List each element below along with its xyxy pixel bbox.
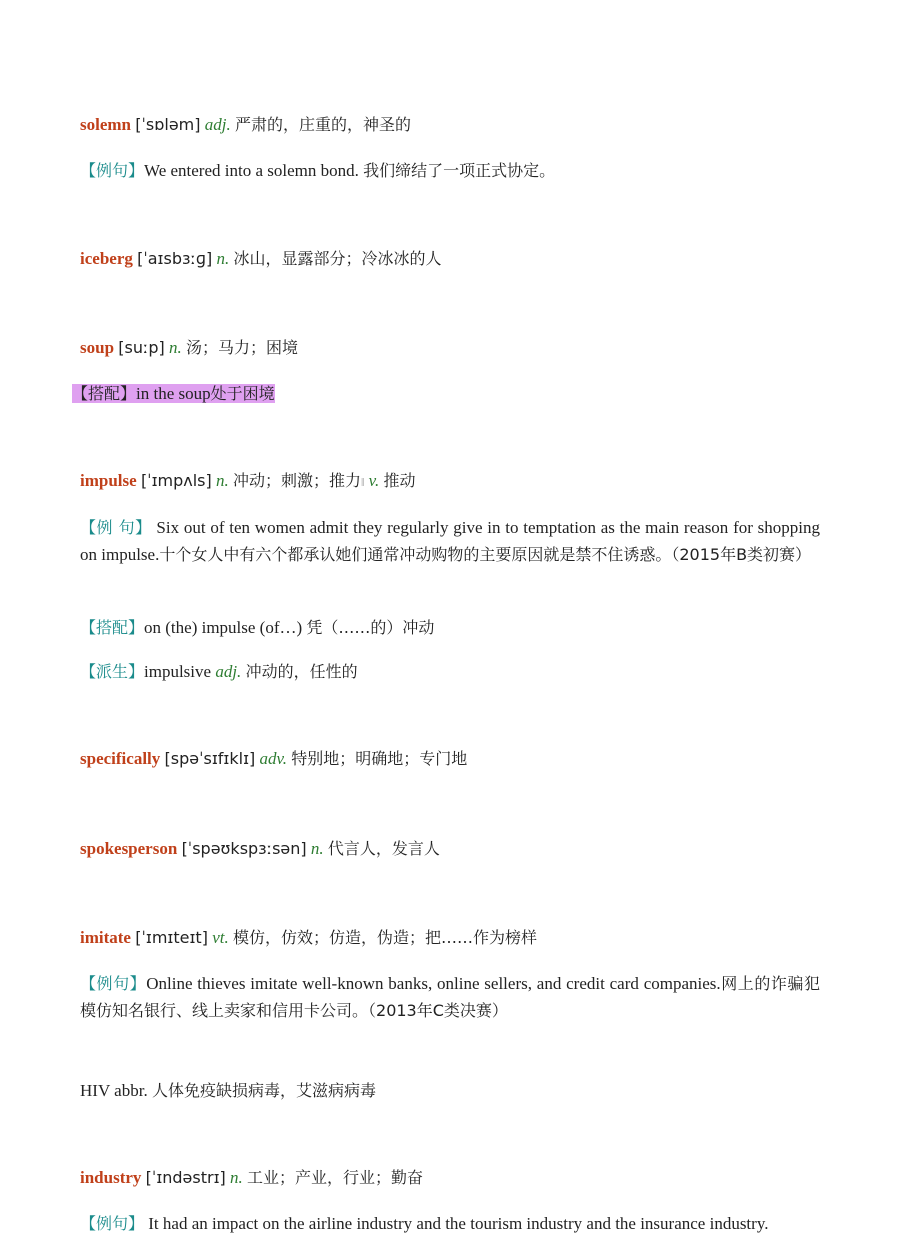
definition: 人体免疫缺损病毒，艾滋病病毒: [151, 1081, 376, 1100]
part-of-speech: vt.: [212, 928, 229, 947]
entry-hiv: [80, 1077, 820, 1104]
definition: 冲动；刺激；推力: [233, 471, 362, 490]
definition: 冰山，显露部分；冷冰冰的人: [233, 249, 442, 268]
entry-soup: [80, 334, 820, 361]
definition: 严肃的，庄重的，神圣的: [234, 115, 411, 134]
part-of-speech: adj.: [204, 115, 231, 134]
example-source: （2015年B类初赛）: [671, 545, 812, 564]
headword: iceberg: [80, 249, 133, 268]
definition-2: 推动: [383, 471, 416, 490]
entry-imitate: [80, 924, 820, 951]
collocation-english: in the soup: [136, 384, 211, 403]
example-imitate: [80, 970, 820, 1024]
phonetic: [ˈaɪsbɜːɡ]: [137, 249, 213, 268]
example-impulse: [80, 514, 820, 568]
collocation-english: on (the) impulse (of…): [144, 618, 303, 637]
example-tag: 【例句】: [80, 1214, 145, 1233]
collocation-soup: [72, 380, 820, 407]
part-of-speech: adv.: [259, 749, 288, 768]
phonetic: [ˈɪmpʌls]: [140, 471, 212, 490]
derivative-word: impulsive: [144, 662, 212, 681]
definition: 代言人，发言人: [327, 839, 440, 858]
example-english: It had an impact on the airline industry and the tourism industry and the insurance industry.: [148, 1214, 769, 1233]
part-of-speech: abbr.: [114, 1081, 148, 1100]
definition: 工业；产业，行业；勤奋: [247, 1168, 424, 1187]
headword: impulse: [80, 471, 137, 490]
separator: ‖: [361, 475, 365, 489]
derivative-impulse: [80, 658, 820, 685]
phonetic: [suːp]: [118, 338, 165, 357]
derivative-pos: adj.: [215, 662, 242, 681]
part-of-speech: n.: [230, 1168, 243, 1187]
example-english: Six out of ten women admit they regularly give in to temptation as the main reason for shopping on impulse.: [80, 518, 820, 564]
phonetic: [ˈsɒləm]: [135, 115, 201, 134]
collocation-chinese: 处于困境: [210, 384, 275, 403]
phonetic: [ˈɪndəstrɪ]: [145, 1168, 226, 1187]
entry-industry: [80, 1164, 820, 1191]
entry-spokesperson: [80, 835, 820, 862]
example-chinese: 我们缔结了一项正式协定。: [363, 161, 556, 180]
headword: solemn: [80, 115, 131, 134]
example-industry: [80, 1210, 820, 1237]
example-english: Online thieves imitate well-known banks, online sellers, and credit card companies.: [146, 974, 721, 993]
highlight: [72, 384, 275, 403]
entry-impulse: [80, 467, 820, 496]
headword: soup: [80, 338, 115, 357]
headword: spokesperson: [80, 839, 178, 858]
part-of-speech: n.: [169, 338, 182, 357]
definition: 特别地；明确地；专门地: [291, 749, 468, 768]
entry-iceberg: [80, 245, 820, 272]
definition: 模仿，仿效；仿造，伪造；把……作为榜样: [232, 928, 537, 947]
part-of-speech: n.: [216, 471, 229, 490]
example-tag: 【例句】: [80, 974, 147, 993]
example-source: （2013年C类决赛）: [368, 1001, 508, 1020]
example-english: We entered into a solemn bond.: [144, 161, 359, 180]
entry-specifically: [80, 745, 820, 772]
phonetic: [ˈɪmɪteɪt]: [135, 928, 208, 947]
part-of-speech-2: v.: [368, 471, 380, 490]
phonetic: [spəˈsɪfɪklɪ]: [164, 749, 256, 768]
headword: HIV: [80, 1081, 110, 1100]
example-solemn: [80, 157, 820, 184]
definition: 汤；马力；困境: [186, 338, 299, 357]
part-of-speech: n.: [216, 249, 230, 268]
derivative-tag: 【派生】: [80, 662, 145, 681]
collocation-tag: 【搭配】: [80, 618, 145, 637]
headword: industry: [80, 1168, 142, 1187]
derivative-chinese: 冲动的，任性的: [245, 662, 358, 681]
phonetic: [ˈspəʊkspɜːsən]: [181, 839, 307, 858]
example-chinese: 十个女人中有六个都承认她们通常冲动购物的主要原因就是禁不住诱惑。: [159, 545, 672, 564]
entry-solemn: [80, 111, 820, 138]
example-tag: 【例句】: [80, 161, 145, 180]
collocation-impulse: [80, 614, 820, 641]
collocation-tag: 【搭配】: [72, 384, 137, 403]
headword: imitate: [80, 928, 131, 947]
part-of-speech: n.: [310, 839, 324, 858]
collocation-chinese: 凭（……的）冲动: [306, 618, 435, 637]
example-chinese: 网上的诈骗犯模仿知名银行、线上卖家和信用卡公司。: [80, 974, 820, 1020]
headword: specifically: [80, 749, 161, 768]
example-tag: 【例 句】: [80, 518, 152, 537]
